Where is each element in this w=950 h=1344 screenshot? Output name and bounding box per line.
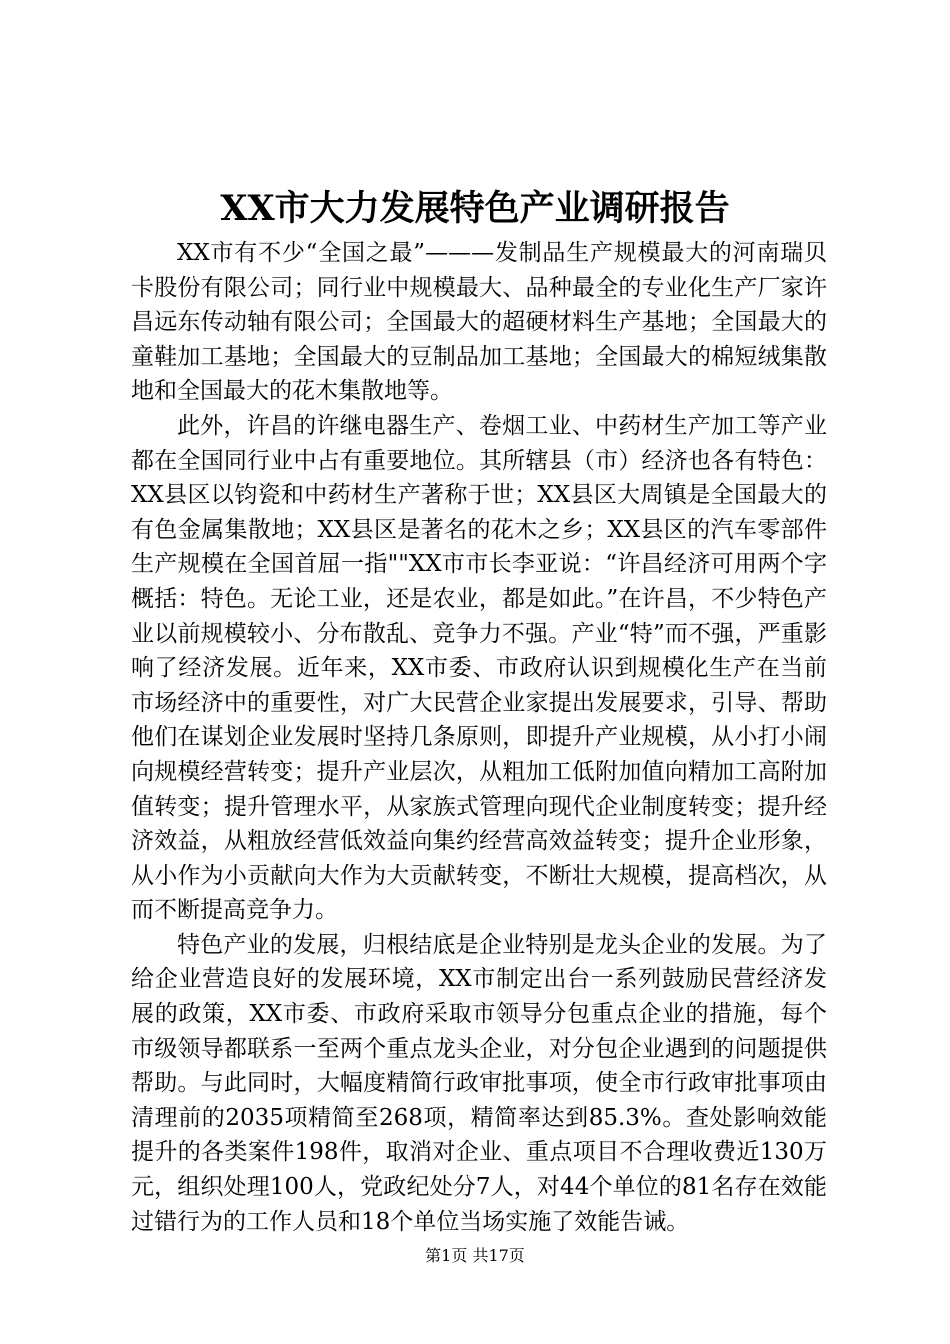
paragraph-1: XX市有不少“全国之最”———发制品生产规模最大的河南瑞贝卡股份有限公司；同行业中规模最大、品种最全的专业化生产厂家许昌远东传动轴有限公司；全国最大的超硬材料生产基地；全国最大的童鞋加工基地；全国最大的豆制品加工基地；全国最大的棉短绒集散地和全国最大的花木集散地等。: [131, 240, 827, 405]
paragraph-2: 此外，许昌的许继电器生产、卷烟工业、中药材生产加工等产业都在全国同行业中占有重要地位。其所辖县（市）经济也各有特色：XX县区以钧瓷和中药材生产著称于世；XX县区大周镇是全国最大的有色金属集散地；XX县区是著名的花木之乡；XX县区的汽车零部件生产规模在全国首屈一指""XX市市长李亚说：“许昌经济可用两个字概括：特色。无论工业，还是农业，都是如此。”在许昌，不少特色产业以前规模较小、分布散乱、竞争力不强。产业“特”而不强，严重影响了经济发展。近年来，XX市委、市政府认识到规模化生产在当前市场经济中的重要性，对广大民营企业家提出发展要求，引导、帮助他们在谋划企业发展时坚持几条原则，即提升产业规模，从小打小闹向规模经营转变；提升产业层次，从粗加工低附加值向精加工高附加值转变；提升管理水平，从家族式管理向现代企业制度转变；提升经济效益，从粗放经营低效益向集约经营高效益转变；提升企业形象，从小作为小贡献向大作为大贡献转变，不断壮大规模，提高档次，从而不断提高竞争力。: [131, 412, 827, 924]
document-title: XX市大力发展特色产业调研报告: [220, 188, 730, 229]
paragraph-3: 特色产业的发展，归根结底是企业特别是龙头企业的发展。为了给企业营造良好的发展环境，XX市制定出台一系列鼓励民营经济发展的政策，XX市委、市政府采取市领导分包重点企业的措施，每个市级领导都联系一至两个重点龙头企业，对分包企业遇到的问题提供帮助。与此同时，大幅度精简行政审批事项，使全市行政审批事项由清理前的2035项精简至268项，精简率达到85.3%。查处影响效能提升的各类案件198件，取消对企业、重点项目不合理收费近130万元，组织处理100人，党政纪处分7人，对44个单位的81名存在效能过错行为的工作人员和18个单位当场实施了效能告诫。: [131, 931, 827, 1235]
page-footer: 第1页 共17页: [425, 1246, 525, 1265]
document-body: [131, 236, 827, 1239]
